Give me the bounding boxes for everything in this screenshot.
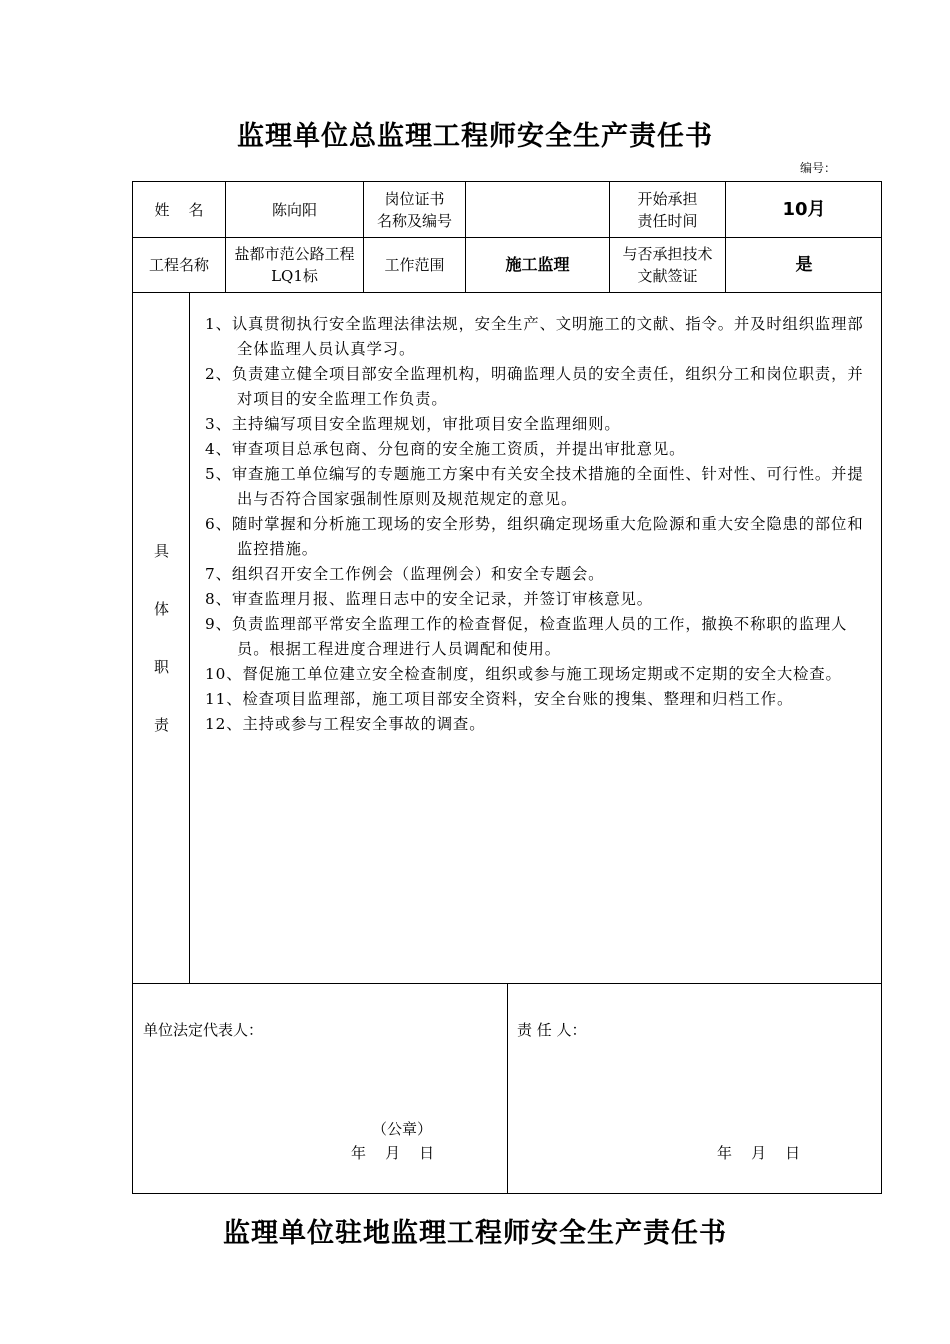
cert-value: [466, 182, 609, 237]
sign-label-line2: 文献签证: [637, 267, 698, 285]
duty-item: 8、审查监理月报、监理日志中的安全记录，并签订审核意见。: [205, 590, 653, 608]
name-value: 陈向阳: [271, 200, 317, 219]
cert-label-line2: 名称及编号: [376, 211, 452, 230]
duty-item: 5、审查施工单位编写的专题施工方案中有关安全技术措施的全面性、针对性、可行性。并提出与否符合国家强制性原则及规范规定的意见。: [205, 465, 864, 508]
duty-item: 6、随时掌握和分析施工现场的安全形势，组织确定现场重大危险源和重大安全隐患的部位和监控措施。: [205, 515, 864, 558]
duties-label: [133, 293, 190, 983]
duty-item: 10、督促施工单位建立安全检查制度，组织或参与施工现场定期或不定期的安全大检查。: [205, 665, 842, 683]
duty-item: 4、审查项目总承包商、分包商的安全施工资质，并提出审批意见。: [205, 440, 686, 458]
row-divider: [133, 292, 882, 293]
work-scope-value: 施工监理: [505, 255, 570, 274]
duties-label-char: 体: [153, 600, 169, 618]
duties-list: [205, 312, 873, 737]
duty-item: 9、负责监理部平常安全监理工作的检查督促，检查监理人员的工作，撤换不称职的监理人员。根据工程进度合理进行人员调配和使用。: [205, 615, 848, 658]
duty-item: 3、主持编写项目安全监理规划，审批项目安全监理细则。: [205, 415, 621, 433]
name-label: 姓 名: [154, 200, 204, 219]
project-name-value: [226, 238, 363, 292]
duty-item: 7、组织召开安全工作例会（监理例会）和安全专题会。: [205, 565, 605, 583]
project-value-line1: 盐都市范公路工程: [234, 245, 355, 263]
cert-label-line1: 岗位证书: [384, 189, 445, 208]
official-seal-label: （公章）: [372, 1120, 433, 1138]
start-time-label: [610, 182, 725, 237]
project-value-line2: LQ1标: [271, 267, 318, 285]
document-number-label: 编号：: [800, 161, 837, 175]
sign-label-line1: 与否承担技术: [622, 245, 713, 263]
start-label-line2: 责任时间: [637, 211, 698, 230]
project-name-label: 工程名称: [148, 256, 209, 274]
start-time-value: 10月: [782, 198, 826, 220]
duties-label-char: 职: [153, 658, 169, 676]
tech-sign-label: [610, 238, 725, 292]
duties-label-char: 具: [153, 542, 169, 560]
responsible-person-label: 责 任 人：: [517, 1021, 587, 1039]
duty-item: 1、认真贯彻执行安全监理法律法规，安全生产、文明施工的文献、指令。并及时组织监理部全体监理人员认真学习。: [205, 315, 864, 358]
duty-item: 2、负责建立健全项目部安全监理机构，明确监理人员的安全责任，组织分工和岗位职责，并对项目的安全监理工作负责。: [205, 365, 864, 408]
legal-representative-label: 单位法定代表人：: [143, 1021, 264, 1039]
next-document-title: 监理单位驻地监理工程师安全生产责任书: [223, 1218, 727, 1249]
duty-item: 12、主持或参与工程安全事故的调查。: [205, 715, 486, 733]
cert-label: [364, 182, 465, 237]
document-title: 监理单位总监理工程师安全生产责任书: [237, 121, 713, 152]
responsible-date: 年 月 日: [717, 1144, 801, 1162]
tech-sign-value: 是: [795, 255, 813, 275]
legal-rep-date: 年 月 日: [351, 1144, 435, 1162]
start-label-line1: 开始承担: [637, 189, 698, 208]
work-scope-label: 工作范围: [384, 256, 445, 274]
duty-item: 11、检查项目监理部，施工项目部安全资料，安全台账的搜集、整理和归档工作。: [205, 690, 794, 708]
column-divider: [507, 983, 508, 1194]
duties-label-char: 责: [153, 716, 169, 734]
